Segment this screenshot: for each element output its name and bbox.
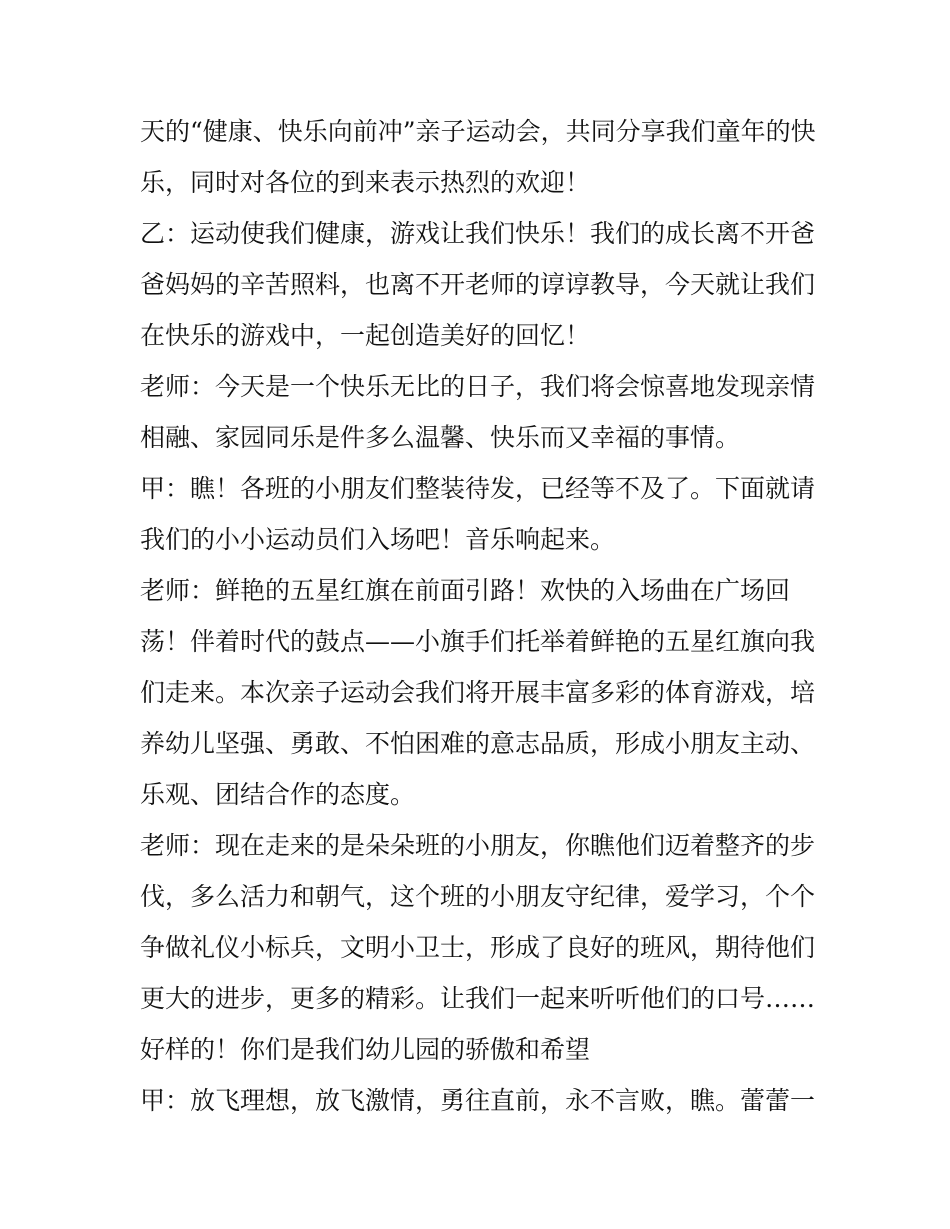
text-line: 乙：运动使我们健康，游戏让我们快乐！我们的成长离不开爸 (140, 219, 816, 248)
text-line: 养幼儿坚强、勇敢、不怕困难的意志品质，形成小朋友主动、 (140, 729, 816, 758)
document-body (140, 106, 816, 1126)
text-line: 相融、家园同乐是件多么温馨、快乐而又幸福的事情。 (140, 423, 741, 452)
text-line: 我们的小小运动员们入场吧！音乐响起来。 (140, 525, 616, 554)
text-line: 老师：今天是一个快乐无比的日子，我们将会惊喜地发现亲情 (140, 372, 816, 401)
text-line: 好样的！你们是我们幼儿园的骄傲和希望 (140, 1035, 591, 1064)
text-line: 甲：放飞理想，放飞激情，勇往直前，永不言败，瞧。蕾蕾一 (140, 1086, 816, 1115)
text-line: 争做礼仪小标兵，文明小卫士，形成了良好的班风，期待他们 (140, 933, 816, 962)
text-line: 更大的进步，更多的精彩。让我们一起来听听他们的口号…… (140, 984, 816, 1013)
text-line: 爸妈妈的辛苦照料，也离不开老师的谆谆教导，今天就让我们 (140, 270, 816, 299)
text-line: 们走来。本次亲子运动会我们将开展丰富多彩的体育游戏，培 (140, 678, 816, 707)
text-line: 天的“健康、快乐向前冲”亲子运动会，共同分享我们童年的快 (140, 117, 816, 146)
text-line: 老师：现在走来的是朵朵班的小朋友，你瞧他们迈着整齐的步 (140, 831, 816, 860)
text-line: 老师：鲜艳的五星红旗在前面引路！欢快的入场曲在广场回 (140, 576, 791, 605)
text-line: 伐，多么活力和朝气，这个班的小朋友守纪律，爱学习，个个 (140, 882, 816, 911)
text-line: 甲：瞧！各班的小朋友们整装待发，已经等不及了。下面就请 (140, 474, 816, 503)
text-line: 乐，同时对各位的到来表示热烈的欢迎！ (140, 168, 591, 197)
text-line: 乐观、团结合作的态度。 (140, 780, 416, 809)
text-line: 在快乐的游戏中，一起创造美好的回忆！ (140, 321, 591, 350)
text-line: 荡！伴着时代的鼓点——小旗手们托举着鲜艳的五星红旗向我 (140, 627, 816, 656)
